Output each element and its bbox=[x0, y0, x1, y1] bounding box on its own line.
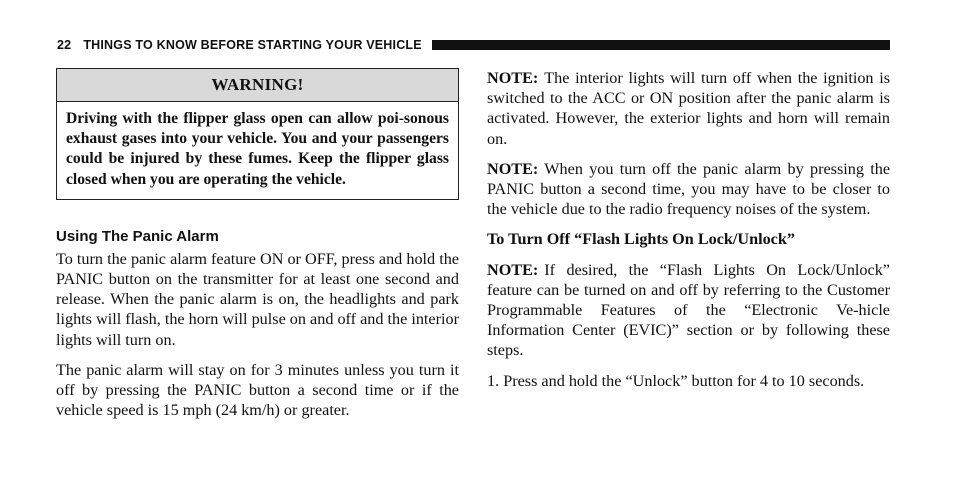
subheading: To Turn Off “Flash Lights On Lock/Unlock” bbox=[487, 230, 795, 249]
note-label: NOTE: bbox=[487, 159, 539, 178]
warning-heading: WARNING! bbox=[57, 69, 458, 102]
left-column bbox=[56, 68, 459, 430]
note-paragraph bbox=[487, 159, 890, 220]
header-rule bbox=[432, 40, 890, 50]
note-text: When you turn off the panic alarm by pressing the PANIC button a second time, you may have to be closer to the vehicle due to the radio frequency noises of the system. bbox=[487, 159, 890, 219]
warning-text: Driving with the flipper glass open can allow poi-sonous exhaust gases into your vehicle. You and your passengers could be injured by these fumes. Keep the flipper glass closed when you are operating the vehicle. bbox=[66, 110, 449, 188]
note-label: NOTE: bbox=[487, 69, 539, 87]
step-item: 1. Press and hold the “Unlock” button for 4 to 10 seconds. bbox=[487, 371, 865, 390]
note-label: NOTE: bbox=[487, 260, 539, 279]
chapter-title: THINGS TO KNOW BEFORE STARTING YOUR VEHICLE bbox=[83, 38, 422, 52]
note-text: If desired, the “Flash Lights On Lock/Unlock” feature can be turned on and off by referring to the Customer Programmable Features of the “Electronic Ve-hicle Information Center (EVIC)” section or by following these steps. bbox=[487, 260, 890, 360]
page-header bbox=[57, 36, 890, 54]
section-title: Using The Panic Alarm bbox=[56, 227, 219, 245]
page-number: 22 bbox=[57, 38, 72, 52]
note-paragraph bbox=[487, 68, 890, 149]
note-text: The interior lights will turn off when the ignition is switched to the ACC or ON position after the panic alarm is activated. However, the exterior lights and horn will remain on. bbox=[487, 69, 890, 148]
note-paragraph bbox=[487, 260, 890, 361]
warning-box bbox=[56, 68, 459, 200]
paragraph: The panic alarm will stay on for 3 minutes unless you turn it off by pressing the PANIC button a second time or if the vehicle speed is 15 mph (24 km/h) or greater. bbox=[56, 360, 459, 420]
paragraph: To turn the panic alarm feature ON or OFF, press and hold the PANIC button on the transmitter for at least one second and release. When the panic alarm is on, the headlights and park lights will flash, the horn will pulse on and off and the interior lights will turn on. bbox=[56, 249, 459, 349]
right-column bbox=[487, 68, 890, 401]
